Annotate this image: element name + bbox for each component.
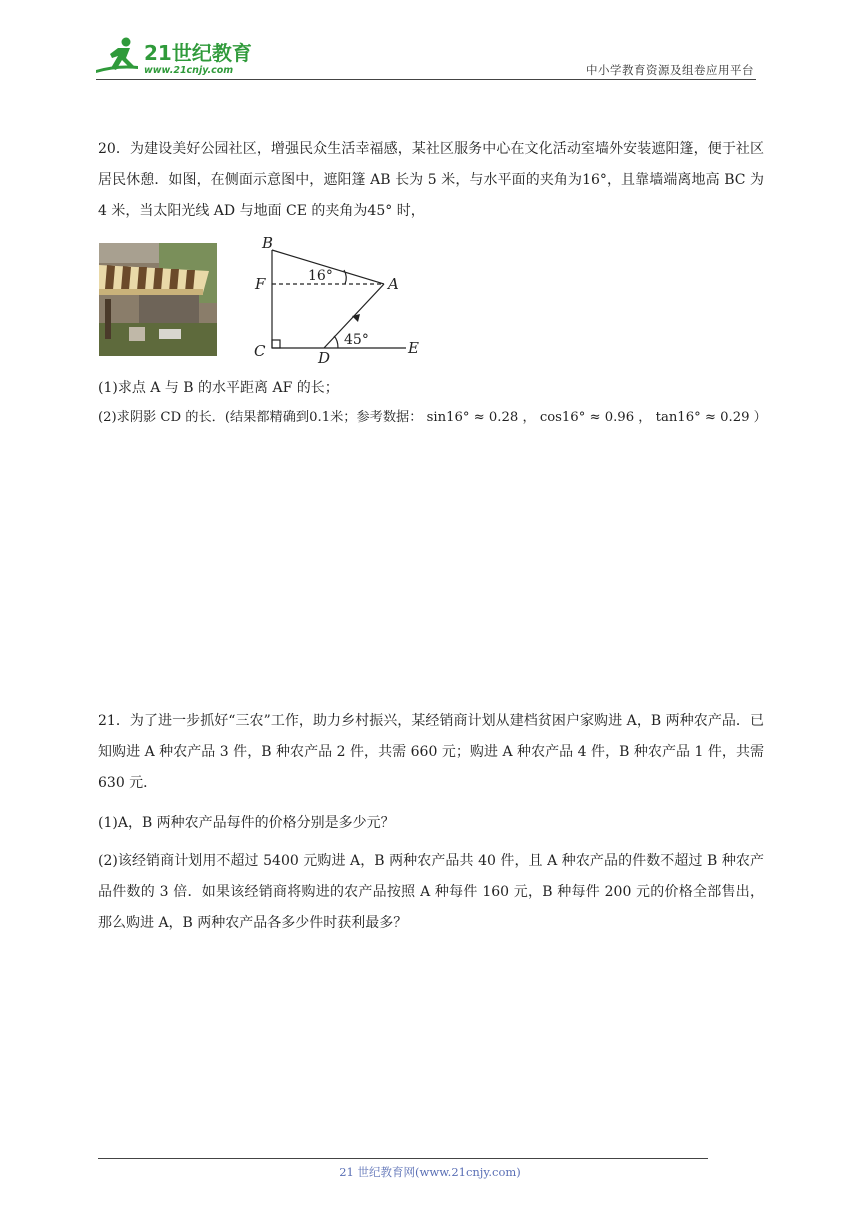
angle-arc-45 [334, 336, 338, 348]
question-20-stem: 20．为建设美好公园社区，增强民众生活幸福感，某社区服务中心在文化活动室墙外安装遮阳篷，便于社区居民休憩．如图，在侧面示意图中，遮阳篷 AB 长为 5 米，与水平面的夹角为16°，且靠墙端离地高 BC 为 4 米，当太阳光线 AD 与地面 CE 的夹角为45° 时， [98, 141, 764, 219]
logo-text: 21世纪教育 [144, 41, 252, 65]
angle-label-16: 16° [308, 268, 333, 284]
question-21-part-2: (2)该经销商计划用不超过 5400 元购进 A，B 两种农产品共 40 件，且 A 种农产品的件数不超过 B 种农产品件数的 3 倍．如果该经销商将购进的农产品按照 A 种每件 160 元，B 种每件 200 元的价格全部售出，那么购进 A，B 两种农产品各多少件时获利最多？ [98, 853, 764, 931]
label-b: B [262, 234, 274, 252]
site-logo [96, 36, 266, 78]
runner-icon [96, 38, 138, 74]
question-20-part-1: (1)求点 A 与 B 的水平距离 AF 的长； [98, 380, 339, 396]
logo-url: www.21cnjy.com [144, 65, 234, 76]
header-divider [96, 79, 756, 80]
footer-link[interactable]: 21 世纪教育网(www.21cnjy.com) [339, 1165, 521, 1179]
label-c: C [254, 342, 266, 360]
geometry-diagram [248, 232, 428, 366]
label-d: D [318, 349, 331, 366]
header-platform-text: 中小学教育资源及组卷应用平台 [586, 63, 754, 77]
awning-photo [99, 243, 217, 356]
label-f: F [255, 275, 266, 293]
arrow-head-icon [352, 314, 360, 322]
question-21-stem: 21．为了进一步抓好“三农”工作，助力乡村振兴，某经销商计划从建档贫困户家购进 A，B 两种农产品．已知购进 A 种农产品 3 件，B 种农产品 2 件，共需 660 元；购进 A 种农产品 4 件，B 种农产品 1 件，共需 630 元． [98, 713, 764, 791]
angle-label-45: 45° [344, 332, 369, 348]
right-angle-mark [272, 340, 280, 348]
label-a: A [388, 275, 399, 293]
question-21-part-1: (1)A，B 两种农产品每件的价格分别是多少元？ [98, 815, 395, 831]
question-20-part-2: (2)求阴影 CD 的长．(结果都精确到0.1米；参考数据： sin16° ≈ 0.28 ， cos16° ≈ 0.96 ， tan16° ≈ 0.29 ） [98, 410, 767, 425]
footer-divider [98, 1158, 708, 1159]
label-e: E [408, 339, 419, 357]
